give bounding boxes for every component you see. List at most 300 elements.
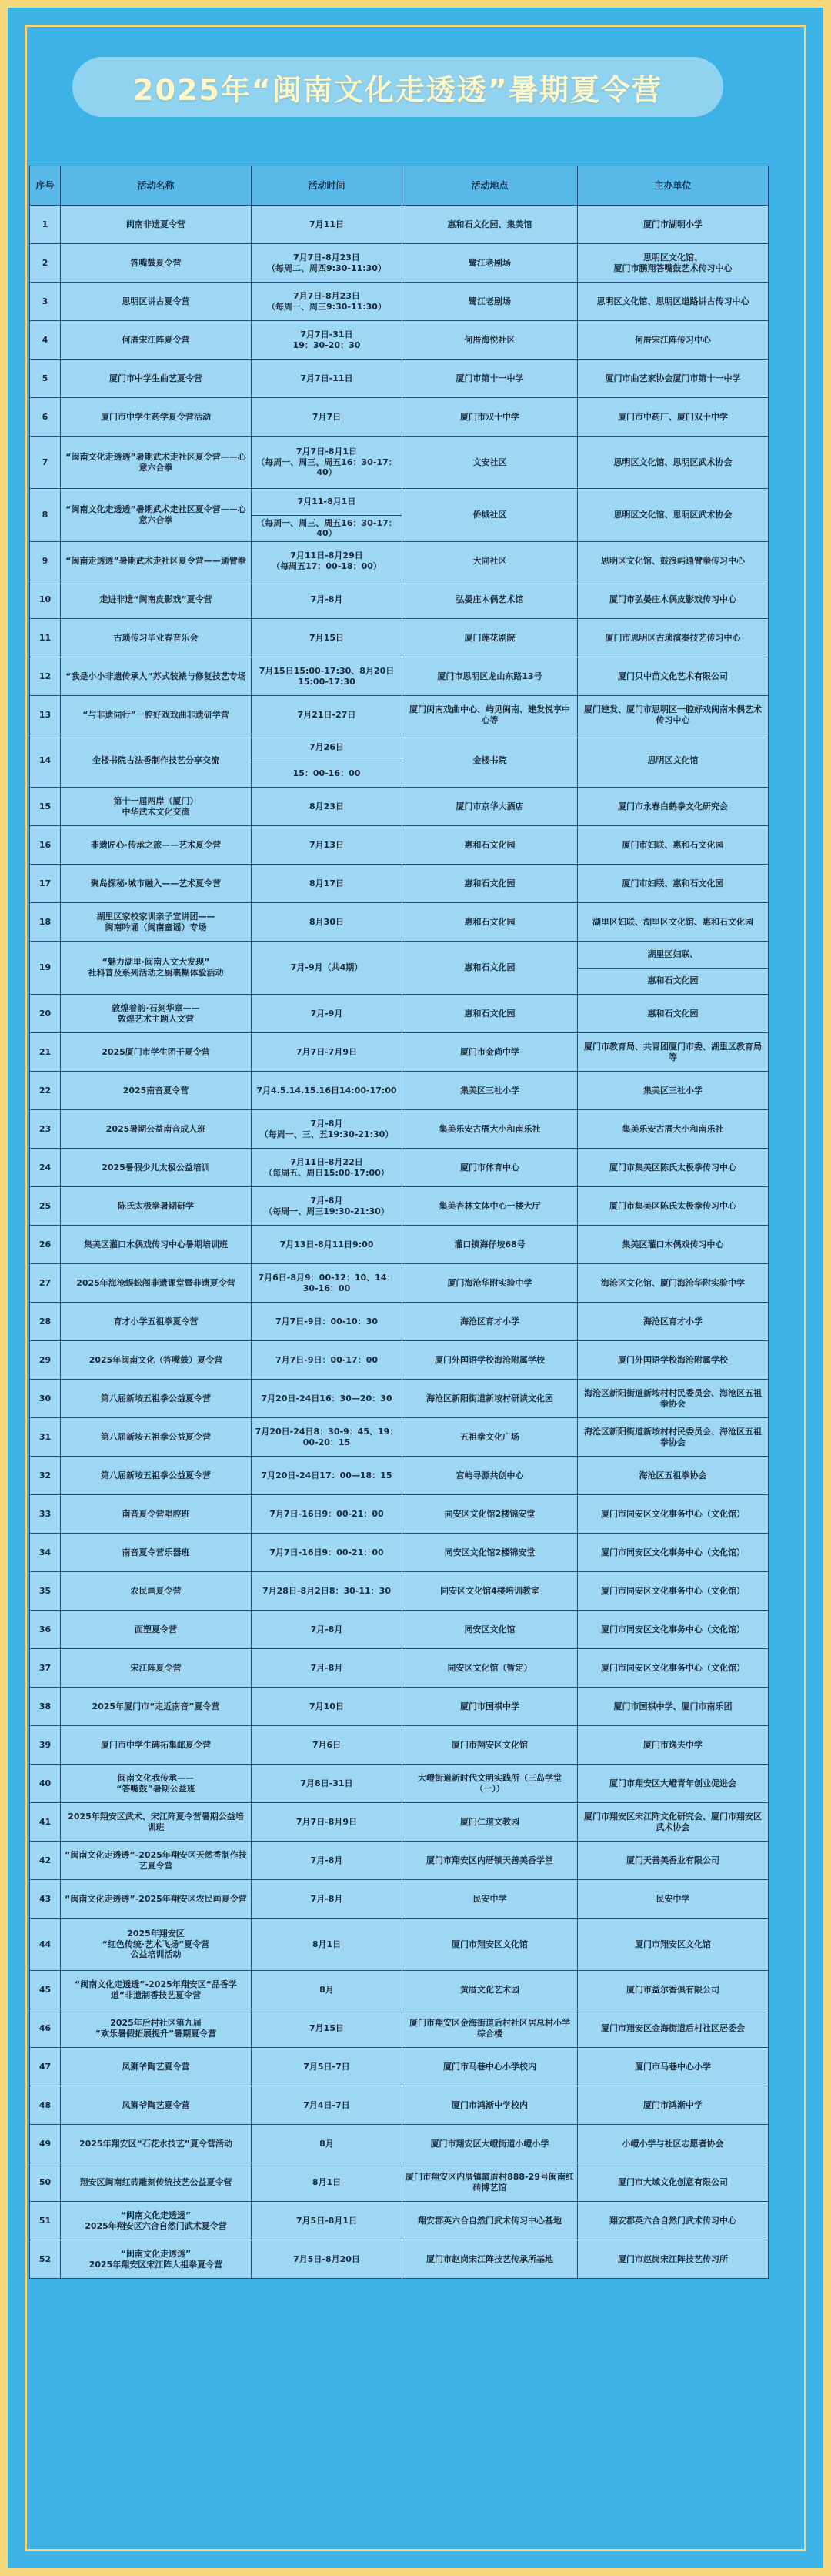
cell-time: 7月20日-24日16：30—20：30 [252,1380,402,1418]
cell-activity: 陈氏太极拳暑期研学 [61,1187,252,1226]
cell-organizer: 厦门市集美区陈氏太极拳传习中心 [578,1187,769,1226]
cell-organizer: 思明区文化馆、思明区武术协会 [578,489,769,542]
cell-organizer: 厦门市同安区文化事务中心（文化馆） [578,1611,769,1649]
cell-activity: “闽南走透透”暑期武术走社区夏令营——通臂拳 [61,542,252,580]
cell-time: 7月7日-16日9：00-21：00 [252,1534,402,1572]
table-row [30,1072,769,1110]
cell-organizer: 思明区文化馆、思明区武术协会 [578,437,769,489]
cell-index: 42 [30,1842,61,1880]
table-row [30,1380,769,1418]
table-row [30,398,769,437]
cell-time: 7月21日-27日 [252,696,402,734]
cell-time: 7月7日-11日 [252,360,402,398]
cell-activity: 非遗匠心·传承之旅——艺术夏令营 [61,826,252,865]
cell-organizer: 厦门市逸夫中学 [578,1726,769,1765]
table-row [30,2163,769,2202]
cell-location: 金楼书院 [402,734,578,788]
cell-organizer: 厦门天善美香业有限公司 [578,1842,769,1880]
cell-time: 7月-8月 （每周一、三、五19:30-21:30） [252,1110,402,1149]
cell-time: 7月7日-8月23日 （每周一、周三9:30-11:30） [252,283,402,321]
cell-location: 厦门市翔安区大嶝街道小嶝小学 [402,2125,578,2163]
table-row [30,1919,769,1971]
cell-location: 厦门市翔安区内厝镇天善美香学堂 [402,1842,578,1880]
cell-location: 同安区文化馆（暂定） [402,1649,578,1688]
cell-index: 3 [30,283,61,321]
cell-location: 同安区文化馆2楼锦安堂 [402,1534,578,1572]
table-row [30,283,769,321]
cell-location: 厦门市第十一中学 [402,360,578,398]
cell-organizer: 惠和石文化园 [578,995,769,1033]
cell-time: 7月-8月 [252,1649,402,1688]
cell-organizer: 厦门市大域文化创意有限公司 [578,2163,769,2202]
table-row [30,619,769,657]
table-row [30,1495,769,1534]
cell-time: 7月5日-8月20日 [252,2240,402,2279]
poster-background [8,8,823,2568]
cell-activity: 走进非遗“闽南皮影戏”夏令营 [61,580,252,619]
table-row [30,1765,769,1803]
table-row [30,865,769,903]
cell-organizer: 厦门市集美区陈氏太极拳传习中心 [578,1149,769,1187]
title-banner [72,57,723,117]
cell-time: 7月7日-8月1日 （每周一、周三、周五16：30-17：40） [252,437,402,489]
cell-index: 51 [30,2202,61,2240]
cell-index: 4 [30,321,61,360]
table-row [30,2240,769,2279]
cell-time [252,734,402,788]
cell-index: 44 [30,1919,61,1971]
cell-index: 28 [30,1303,61,1341]
cell-organizer: 海沧区文化馆、厦门海沧华附实验中学 [578,1264,769,1303]
cell-location: 厦门外国语学校海沧附属学校 [402,1341,578,1380]
cell-location: 厦门市鸿渐中学校内 [402,2086,578,2125]
cell-part: 惠和石文化园 [578,968,768,995]
cell-activity: 金楼书院古法香制作技艺分享交流 [61,734,252,788]
cell-location: 惠和石文化园 [402,995,578,1033]
cell-activity: 古琐传习毕业春音乐会 [61,619,252,657]
cell-index: 24 [30,1149,61,1187]
cell-location: 同安区文化馆4楼培训教室 [402,1572,578,1611]
cell-index: 37 [30,1649,61,1688]
cell-index: 23 [30,1110,61,1149]
table-row [30,2125,769,2163]
cell-time: 7月4日-7日 [252,2086,402,2125]
cell-location: 惠和石文化园 [402,942,578,995]
cell-location: 厦门海沧华附实验中学 [402,1264,578,1303]
table-row [30,995,769,1033]
cell-part: 湖里区妇联、 [647,948,699,959]
cell-index: 22 [30,1072,61,1110]
cell-activity: 2025年海沧蜈蚣阁非遗课堂暨非遗夏令营 [61,1264,252,1303]
cell-organizer: 厦门市同安区文化事务中心（文化馆） [578,1534,769,1572]
cell-time: 7月15日 [252,2009,402,2048]
cell-organizer: 海沧区五祖拳协会 [578,1457,769,1495]
cell-location: 厦门闽南戏曲中心、屿见闽南、建发悦享中心等 [402,696,578,734]
table-row [30,1803,769,1842]
cell-organizer: 厦门市翔安区金海街道后村社区居委会 [578,2009,769,2048]
cell-activity: “闽南文化走透透” 2025年翔安区宋江阵大祖拳夏令营 [61,2240,252,2279]
cell-activity: 思明区讲古夏令营 [61,283,252,321]
cell-activity: 宋江阵夏令营 [61,1649,252,1688]
cell-activity: 集美区灌口木偶戏传习中心暑期培训班 [61,1226,252,1264]
cell-activity: “闽南文化走透透”-2025年翔安区农民画夏令营 [61,1880,252,1919]
cell-location: 厦门市翔安区文化馆 [402,1726,578,1765]
cell-index: 12 [30,657,61,696]
cell-time: 7月20日-24日17：00—18：15 [252,1457,402,1495]
cell-time: 8月1日 [252,2163,402,2202]
cell-organizer: 厦门市同安区文化事务中心（文化馆） [578,1649,769,1688]
cell-location: 厦门市翔安区文化馆 [402,1919,578,1971]
table-row [30,1187,769,1226]
cell-activity: “闽南文化走透透”暑期武术走社区夏令营——心意六合拳 [61,489,252,542]
cell-location: 厦门市翔安区金海街道后村社区居总村小学综合楼 [402,2009,578,2048]
cell-activity: 聚岛探秘·城市融入——艺术夏令营 [61,865,252,903]
cell-time: 8月 [252,1971,402,2009]
cell-time: 8月30日 [252,903,402,942]
cell-organizer: 思明区文化馆、 厦门市鹏翔答嘴鼓艺术传习中心 [578,244,769,283]
cell-location: 集美乐安古厝大小和南乐社 [402,1110,578,1149]
cell-time: 7月11日-8月29日 （每周五17：00-18：00） [252,542,402,580]
cell-location: 厦门仁道文教园 [402,1803,578,1842]
table-row [30,1226,769,1264]
cell-organizer: 厦门市同安区文化事务中心（文化馆） [578,1495,769,1534]
cell-time: 7月-8月 [252,1880,402,1919]
cell-organizer: 厦门市益尔香俱有限公司 [578,1971,769,2009]
table-row [30,1303,769,1341]
cell-time: 7月7日-7月9日 [252,1033,402,1072]
cell-organizer: 海沧区新阳街道新垵村村民委员会、海沧区五祖拳协会 [578,1418,769,1457]
cell-activity: 2025暑假少儿太极公益培训 [61,1149,252,1187]
table-row [30,360,769,398]
cell-location: 大嶝街道新时代文明实践所（三岛学堂（一）） [402,1765,578,1803]
cell-activity: 面塑夏令营 [61,1611,252,1649]
cell-time: 7月6日 [252,1726,402,1765]
cell-index: 50 [30,2163,61,2202]
cell-time: 7月8日-31日 [252,1765,402,1803]
cell-activity: 凤狮爷陶艺夏令营 [61,2086,252,2125]
cell-location: 厦门市翔安区内厝镇霞厝村888-29号闽南红砖博艺馆 [402,2163,578,2202]
cell-time: 8月17日 [252,865,402,903]
cell-time: 7月5日-7日 [252,2048,402,2086]
cell-location: 厦门市双十中学 [402,398,578,437]
cell-time: 7月-8月 [252,1611,402,1649]
cell-organizer [578,942,769,995]
table-row [30,734,769,788]
cell-activity: “闽南文化走透透”-2025年翔安区天然香制作技艺夏令营 [61,1842,252,1880]
cell-time: 7月-8月 [252,1842,402,1880]
cell-time: 7月7日-9日：00-10：30 [252,1303,402,1341]
cell-organizer: 厦门市国祺中学、厦门市南乐团 [578,1688,769,1726]
cell-activity: 南音夏令营唱腔班 [61,1495,252,1534]
table-row [30,2086,769,2125]
cell-location: 鹭江老剧场 [402,244,578,283]
cell-activity: 湖里区家校家训亲子宣讲团—— 闽南吟诵（闽南童谣）专场 [61,903,252,942]
cell-time: 8月1日 [252,1919,402,1971]
cell-index: 10 [30,580,61,619]
cell-time: 7月5日-8月1日 [252,2202,402,2240]
cell-index: 8 [30,489,61,542]
cell-time: 7月7日-9日：00-17：00 [252,1341,402,1380]
cell-location: 厦门市国祺中学 [402,1688,578,1726]
cell-location: 厦门市马巷中心小学校内 [402,2048,578,2086]
cell-index: 52 [30,2240,61,2279]
cell-index: 16 [30,826,61,865]
table-row [30,542,769,580]
cell-organizer: 海沧区育才小学 [578,1303,769,1341]
cell-organizer: 厦门市弘晏庄木偶皮影戏传习中心 [578,580,769,619]
cell-activity: 答嘴鼓夏令营 [61,244,252,283]
cell-organizer: 厦门市妇联、惠和石文化园 [578,865,769,903]
cell-index: 17 [30,865,61,903]
cell-activity: 2025年后村社区第九届 “欢乐暑假拓展提升”暑期夏令营 [61,2009,252,2048]
table-row [30,1726,769,1765]
cell-time: 7月4.5.14.15.16日14:00-17:00 [252,1072,402,1110]
cell-index: 9 [30,542,61,580]
cell-organizer: 厦门建发、厦门市思明区一腔好戏闽南木偶艺术传习中心 [578,696,769,734]
table-row [30,1649,769,1688]
cell-activity: 敦煌着韵·石刻华章—— 敦煌艺术主题人文营 [61,995,252,1033]
cell-index: 29 [30,1341,61,1380]
activity-table [29,166,769,2279]
cell-activity: 农民画夏令营 [61,1572,252,1611]
table-row [30,580,769,619]
cell-organizer: 思明区文化馆、思明区道路讲古传习中心 [578,283,769,321]
cell-location: 灌口镇海仔垵68号 [402,1226,578,1264]
cell-location: 惠和石文化园、集美馆 [402,206,578,244]
cell-organizer: 厦门市永春白鹤拳文化研究会 [578,788,769,826]
cell-location: 厦门莲花剧院 [402,619,578,657]
cell-organizer: 集美区三社小学 [578,1072,769,1110]
cell-activity: 厦门市中学生药学夏令营活动 [61,398,252,437]
cell-index: 2 [30,244,61,283]
cell-index: 34 [30,1534,61,1572]
table-row [30,321,769,360]
table-row [30,1149,769,1187]
cell-activity: 第八届新垵五祖拳公益夏令营 [61,1418,252,1457]
table-row [30,1688,769,1726]
cell-time: 7月11日-8月22日 （每周五、周日15:00-17:00） [252,1149,402,1187]
cell-index: 26 [30,1226,61,1264]
table-row [30,2048,769,2086]
cell-activity: 2025年闽南文化（答嘴鼓）夏令营 [61,1341,252,1380]
cell-index: 19 [30,942,61,995]
cell-time: 7月13日-8月11日9:00 [252,1226,402,1264]
table-row [30,1418,769,1457]
cell-organizer: 厦门市中药厂、厦门双十中学 [578,398,769,437]
cell-time: 7月13日 [252,826,402,865]
table-row [30,1842,769,1880]
cell-location: 同安区文化馆2楼锦安堂 [402,1495,578,1534]
cell-time: 7月7日-16日9：00-21：00 [252,1495,402,1534]
cell-time: 7月7日-31日 19：30-20：30 [252,321,402,360]
cell-activity: 何厝宋江阵夏令营 [61,321,252,360]
cell-activity: 2025年厦门市“走近南音”夏令营 [61,1688,252,1726]
header-activity: 活动名称 [61,166,252,206]
cell-activity: 闽南文化我传承—— “答嘴鼓”暑期公益班 [61,1765,252,1803]
cell-location: 惠和石文化园 [402,826,578,865]
cell-index: 11 [30,619,61,657]
cell-time: 8月 [252,2125,402,2163]
cell-index: 35 [30,1572,61,1611]
cell-time: 7月7日-8月9日 [252,1803,402,1842]
cell-location: 厦门市京华大酒店 [402,788,578,826]
cell-index: 5 [30,360,61,398]
cell-organizer: 集美乐安古厝大小和南乐社 [578,1110,769,1149]
table-row [30,942,769,995]
cell-activity: 厦门市中学生碑拓集邮夏令营 [61,1726,252,1765]
cell-index: 40 [30,1765,61,1803]
cell-index: 47 [30,2048,61,2086]
cell-organizer: 湖里区妇联、湖里区文化馆、惠和石文化园 [578,903,769,942]
cell-organizer: 厦门市教育局、共青团厦门市委、湖里区教育局等 [578,1033,769,1072]
cell-location: 大同社区 [402,542,578,580]
table-row [30,657,769,696]
cell-organizer: 厦门市翔安区大嶝青年创业促进会 [578,1765,769,1803]
cell-activity: “闽南文化走透透”-2025年翔安区“品香学道”非遗制香技艺夏令营 [61,1971,252,2009]
table-row [30,1110,769,1149]
cell-activity: 2025年翔安区“石花水技艺”夏令营活动 [61,2125,252,2163]
cell-location: 海沧区育才小学 [402,1303,578,1341]
cell-activity: 育才小学五祖拳夏令营 [61,1303,252,1341]
cell-time: 7月28日-8月2日8：30-11：30 [252,1572,402,1611]
cell-index: 21 [30,1033,61,1072]
cell-activity: 闽南非遗夏令营 [61,206,252,244]
header-index: 序号 [30,166,61,206]
cell-location: 厦门市体育中心 [402,1149,578,1187]
cell-activity: 2025年翔安区武术、宋江阵夏令营暑期公益培训班 [61,1803,252,1842]
cell-activity: 翔安区闽南红砖雕刻传统技艺公益夏令营 [61,2163,252,2202]
header-organizer: 主办单位 [578,166,769,206]
cell-activity: 第八届新垵五祖拳公益夏令营 [61,1457,252,1495]
table-row [30,1341,769,1380]
cell-location: 厦门市赵岗宋江阵技艺传承所基地 [402,2240,578,2279]
table-row [30,826,769,865]
cell-time: 7月-9月（共4期） [252,942,402,995]
cell-organizer: 翔安郡英六合自然门武术传习中心 [578,2202,769,2240]
cell-organizer: 厦门贝中苗文化艺术有限公司 [578,657,769,696]
cell-location: 侨城社区 [402,489,578,542]
cell-index: 13 [30,696,61,734]
cell-organizer: 厦门市曲艺家协会厦门市第十一中学 [578,360,769,398]
cell-organizer: 厦门市鸿渐中学 [578,2086,769,2125]
cell-location: 集美杏林文体中心一楼大厅 [402,1187,578,1226]
cell-location: 何厝海悦社区 [402,321,578,360]
cell-location: 黄厝文化艺术园 [402,1971,578,2009]
cell-activity: “魅力湖里·闽南人文大发现” 社科普及系列活动之厨裹糊体验活动 [61,942,252,995]
table-row [30,1880,769,1919]
header-location: 活动地点 [402,166,578,206]
cell-index: 7 [30,437,61,489]
cell-index: 32 [30,1457,61,1495]
cell-organizer: 厦门市翔安区宋江阵文化研究会、厦门市翔安区武术协会 [578,1803,769,1842]
cell-part: 7月11-8月1日 [297,496,356,507]
table-row [30,696,769,734]
cell-index: 36 [30,1611,61,1649]
table-row [30,1033,769,1072]
cell-location: 翔安郡英六合自然门武术传习中心基地 [402,2202,578,2240]
cell-activity: 2025暑期公益南音成人班 [61,1110,252,1149]
cell-index: 33 [30,1495,61,1534]
cell-location: 海沧区新阳街道新垵村研读文化园 [402,1380,578,1418]
cell-time: 7月15日 [252,619,402,657]
cell-location: 鹭江老剧场 [402,283,578,321]
table-row [30,206,769,244]
cell-time: 7月-8月 （每周一、周三19:30-21:30） [252,1187,402,1226]
cell-time: 7月-8月 [252,580,402,619]
cell-activity: 厦门市中学生曲艺夏令营 [61,360,252,398]
table-row [30,244,769,283]
cell-organizer: 思明区文化馆 [578,734,769,788]
cell-organizer: 厦门市思明区古琐演奏技艺传习中心 [578,619,769,657]
cell-location: 同安区文化馆 [402,1611,578,1649]
cell-index: 18 [30,903,61,942]
cell-organizer: 厦门市妇联、惠和石文化园 [578,826,769,865]
header-time: 活动时间 [252,166,402,206]
cell-activity: 第八届新垵五祖拳公益夏令营 [61,1380,252,1418]
cell-index: 46 [30,2009,61,2048]
cell-time: 7月20日-24日8：30-9：45、19：00-20：15 [252,1418,402,1457]
cell-index: 1 [30,206,61,244]
cell-location: 五祖拳文化广场 [402,1418,578,1457]
cell-location: 惠和石文化园 [402,865,578,903]
cell-activity: 第十一届两岸（厦门） 中华武术文化交流 [61,788,252,826]
cell-time: 7月10日 [252,1688,402,1726]
cell-activity: 2025南音夏令营 [61,1072,252,1110]
cell-index: 39 [30,1726,61,1765]
cell-organizer: 何厝宋江阵传习中心 [578,321,769,360]
table-row [30,788,769,826]
table-row [30,1457,769,1495]
cell-location: 厦门市金尚中学 [402,1033,578,1072]
table-row [30,2202,769,2240]
cell-organizer: 厦门市翔安区文化馆 [578,1919,769,1971]
table-row [30,903,769,942]
cell-time: 7月7日-8月23日 （每周二、周四9:30-11:30） [252,244,402,283]
cell-location: 宫屿寻源共创中心 [402,1457,578,1495]
cell-index: 15 [30,788,61,826]
cell-organizer: 厦门市赵岗宋江阵技艺传习所 [578,2240,769,2279]
page-title: 2025年“闽南文化走透透”暑期夏令营 [133,72,662,107]
cell-time: 7月-9月 [252,995,402,1033]
cell-activity: “我是小小非遗传承人”苏式装裱与修复技艺专场 [61,657,252,696]
cell-organizer: 小嶝小学与社区志愿者协会 [578,2125,769,2163]
table-header-row [30,166,769,206]
cell-time: 7月15日15:00-17:30、8月20日15:00-17:30 [252,657,402,696]
cell-index: 49 [30,2125,61,2163]
cell-organizer: 厦门外国语学校海沧附属学校 [578,1341,769,1380]
cell-organizer: 厦门市马巷中心小学 [578,2048,769,2086]
table-row [30,1611,769,1649]
table-row [30,437,769,489]
cell-time: 8月23日 [252,788,402,826]
table-row [30,1264,769,1303]
cell-time: 7月11日 [252,206,402,244]
cell-organizer: 海沧区新阳街道新垵村村民委员会、海沧区五祖拳协会 [578,1380,769,1418]
cell-location: 弘晏庄木偶艺术馆 [402,580,578,619]
table-row [30,489,769,542]
cell-location: 厦门市思明区龙山东路13号 [402,657,578,696]
cell-activity: 凤狮爷陶艺夏令营 [61,2048,252,2086]
cell-time: 7月7日 [252,398,402,437]
cell-activity: 2025厦门市学生团干夏令营 [61,1033,252,1072]
cell-index: 38 [30,1688,61,1726]
cell-index: 6 [30,398,61,437]
table-row [30,1572,769,1611]
cell-activity: 南音夏令营乐器班 [61,1534,252,1572]
cell-activity: “闽南文化走透透” 2025年翔安区六合自然门武术夏令营 [61,2202,252,2240]
cell-index: 45 [30,1971,61,2009]
activity-table-wrap [29,166,768,2279]
